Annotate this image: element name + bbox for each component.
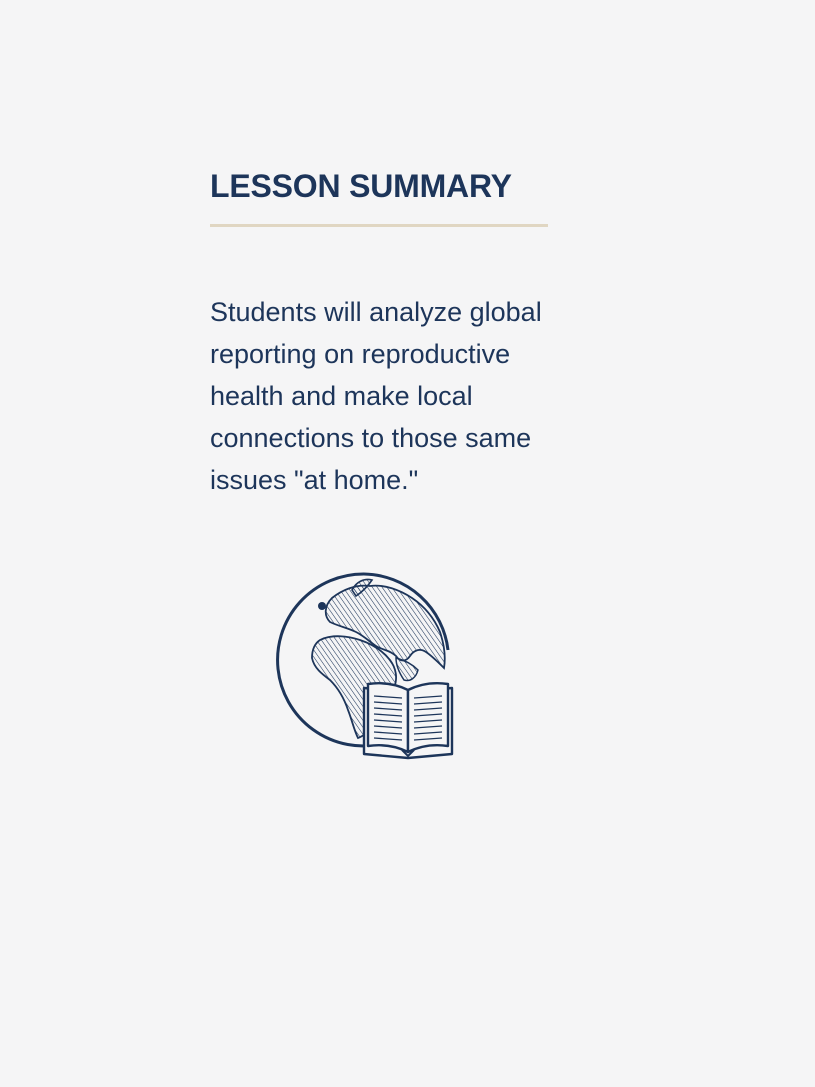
title-divider bbox=[210, 224, 548, 227]
page-title: LESSON SUMMARY bbox=[210, 168, 512, 204]
lesson-summary-text: Students will analyze global reporting on reproductive health and make local connections to those same issues "at home." bbox=[210, 297, 542, 495]
globe-with-open-book-icon bbox=[272, 570, 462, 762]
